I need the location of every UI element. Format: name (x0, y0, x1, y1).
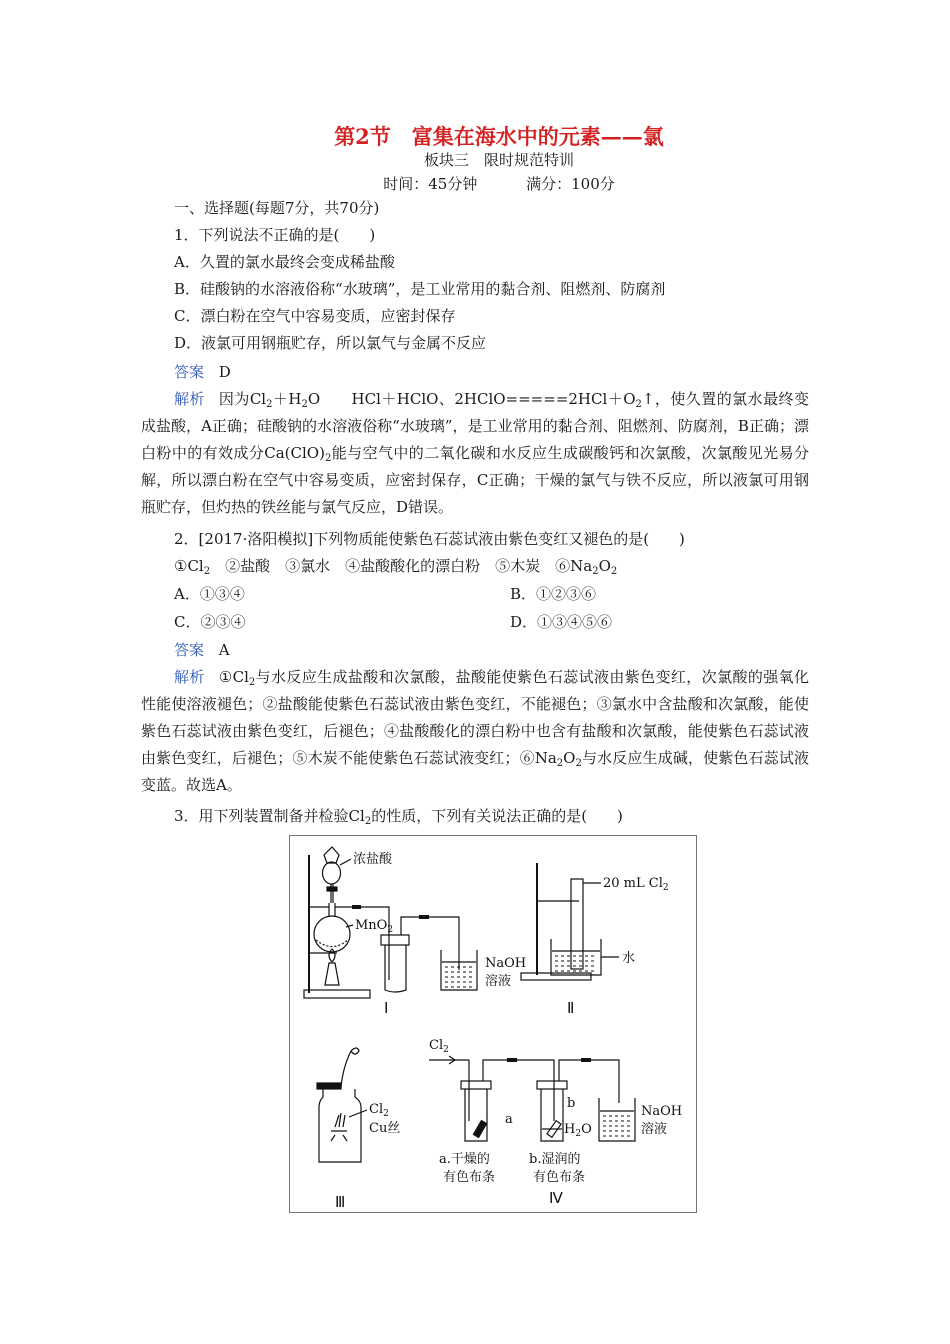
subscript: 2 (364, 816, 372, 827)
q1-option-d: D．液氯可用钢瓶贮存，所以氯气与金属不反应 (174, 334, 487, 352)
score-label: 满分：100分 (526, 175, 615, 193)
analysis-text: ↑，使久置的氯水最终变成盐酸，A正确；硅酸钠的水溶液俗称“水玻璃”，是工业常用的黏合剂、阻燃剂、防腐剂，B正确；漂白粉中的有效成分Ca(ClO) (141, 390, 809, 462)
stand-base (521, 973, 591, 980)
stopcock (327, 887, 337, 891)
subscript: 2 (266, 399, 273, 410)
label-mno2: MnO$_2$ (355, 918, 394, 935)
bottle-stopper (317, 1083, 341, 1089)
bottle-neck (381, 935, 409, 945)
analysis-text: ＋H (272, 390, 302, 408)
bottle-stopper (537, 1081, 567, 1089)
q2-analysis (141, 664, 809, 799)
subscript: 2 (248, 677, 256, 688)
label-solution: 溶液 (485, 974, 512, 989)
time-score-info (0, 174, 950, 194)
item-text: O (598, 557, 611, 575)
connecting-tube (483, 1060, 554, 1121)
apparatus-figure (289, 835, 697, 1213)
label-cl2: $Cl_2$ (369, 1102, 389, 1119)
q2-option-a: A．①③④ (174, 585, 245, 603)
time-label: 时间：45分钟 (383, 175, 478, 193)
subscript: 2 (635, 399, 642, 410)
subscript: 2 (203, 566, 211, 577)
label-leader (340, 859, 351, 865)
analysis-text: O (563, 749, 576, 767)
answer-label: 答案 (174, 641, 205, 659)
bottle-stopper (461, 1081, 491, 1089)
q2-option-c: C．②③④ (174, 613, 246, 631)
label-solution: 溶液 (641, 1122, 668, 1137)
label-roman-1: Ⅰ (384, 1001, 389, 1017)
label-naoh: NaOH (485, 956, 527, 971)
label-a: a (505, 1112, 513, 1127)
gas-bottle (385, 945, 406, 992)
stem-text: 的性质，下列有关说法正确的是( ) (371, 807, 623, 825)
wire-tip-icon (351, 1048, 359, 1054)
analysis-text: ①Cl (218, 668, 249, 686)
flask-contents (316, 940, 348, 947)
apparatus-3 (317, 1048, 367, 1162)
q1-answer (174, 362, 231, 382)
liquid-hatch (603, 1116, 631, 1136)
stand-base (304, 990, 370, 998)
dry-cloth-strip (473, 1121, 486, 1138)
label-roman-3: Ⅲ (335, 1195, 346, 1211)
funnel-top (324, 847, 339, 863)
analysis-text: 与水反应生成碱，使紫色石蕊试液变蓝。故选A。 (141, 749, 809, 794)
figure-frame (290, 836, 697, 1213)
q2-items (174, 556, 617, 576)
analysis-label: 解析 (174, 390, 205, 408)
label-volume: 20 mL $Cl_2$ (603, 876, 669, 893)
burning-wire-icon (331, 1113, 347, 1141)
apparatus-4 (429, 1056, 635, 1141)
label-leader (346, 925, 353, 927)
subscript: 2 (575, 758, 582, 769)
label-roman-2: Ⅱ (567, 1001, 575, 1017)
label-cl2-inlet: $Cl_2$ (429, 1038, 449, 1055)
subscript: 2 (556, 758, 564, 769)
analysis-text: 与水反应生成盐酸和次氯酸，盐酸能使紫色石蕊试液由紫色变红，次氯酸的强氧化性能使溶液褪色；②盐酸能使紫色石蕊试液由紫色变红，不能褪色；③氯水中含盐酸和次氯酸，能使紫色石蕊试液由紫色变红，后褪色；④盐酸酸化的漂白粉中也含有盐酸和次氯酸，能使紫色石蕊试液由紫色变红，后褪色；⑤木炭不能使紫色石蕊试液变红；⑥Na (141, 668, 809, 767)
label-b: b (567, 1096, 576, 1111)
label-dry-2: 有色布条 (443, 1170, 496, 1185)
item-text: ①Cl (174, 557, 204, 575)
separatory-funnel (323, 862, 341, 884)
label-leader (349, 1110, 367, 1117)
q2-option-d: D．①③④⑤⑥ (510, 613, 613, 631)
label-wet-2: 有色布条 (533, 1170, 586, 1185)
q2-stem: 2．[2017·洛阳模拟]下列物质能使紫色石蕊试液由紫色变红又褪色的是( ) (174, 530, 685, 548)
gas-jar (319, 1089, 361, 1162)
q1-option-c: C．漂白粉在空气中容易变质，应密封保存 (174, 307, 456, 325)
copper-wire (341, 1051, 351, 1087)
q1-stem: 1．下列说法不正确的是( ) (174, 226, 376, 244)
label-conc-hcl: 浓盐酸 (353, 852, 393, 867)
subscript: 2 (324, 453, 332, 464)
subscript: 2 (610, 566, 618, 577)
q1-option-b: B．硅酸钠的水溶液俗称“水玻璃”，是工业常用的黏合剂、阻燃剂、防腐剂 (174, 280, 666, 298)
q2-option-b: B．①②③⑥ (510, 585, 597, 603)
label-h2o: $H_2O$ (564, 1122, 592, 1139)
stem-text: 3．用下列装置制备并检验Cl (174, 807, 365, 825)
alcohol-lamp (325, 963, 339, 985)
page-subtitle: 板块三 限时规范特训 (423, 151, 574, 169)
answer-value: D (218, 363, 231, 381)
label-wet-1: b.湿润的 (529, 1152, 581, 1167)
q2-answer (174, 640, 230, 660)
item-text: ②盐酸 ③氯水 ④盐酸酸化的漂白粉 ⑤木炭 ⑥Na (210, 557, 593, 575)
answer-label: 答案 (174, 363, 205, 381)
apparatus-1 (304, 847, 477, 998)
label-naoh: NaOH (641, 1104, 683, 1119)
beaker (599, 1098, 635, 1141)
label-water: 水 (622, 951, 636, 966)
wash-bottle (541, 1089, 563, 1141)
subscript: 2 (592, 566, 599, 577)
q1-option-a: A．久置的氯水最终会变成稀盐酸 (174, 253, 395, 271)
label-dry-1: a.干燥的 (439, 1152, 490, 1167)
flame-icon (329, 949, 335, 962)
q3-stem (174, 806, 623, 826)
analysis-text: 能与空气中的二氧化碳和水反应生成碳酸钙和次氯酸，次氯酸见光易分解，所以漂白粉在空气中容易变质，应密封保存，C正确；干燥的氯气与铁不反应，所以液氯可用钢瓶贮存，但灼热的铁丝能与氯气反应，D错误。 (141, 444, 809, 516)
subscript: 2 (301, 399, 308, 410)
analysis-text: 因为Cl (218, 390, 267, 408)
label-cu-wire: Cu丝 (369, 1121, 401, 1136)
q1-analysis (141, 386, 809, 521)
analysis-text: O HCl＋HClO、2HClO=====2HCl＋O (307, 390, 636, 408)
label-roman-4: Ⅳ (549, 1191, 563, 1207)
section-heading: 一、选择题(每题7分，共70分) (174, 199, 380, 217)
analysis-label: 解析 (174, 668, 205, 686)
page-title: 第2节 富集在海水中的元素——氯 (334, 124, 664, 149)
answer-value: A (218, 641, 230, 659)
